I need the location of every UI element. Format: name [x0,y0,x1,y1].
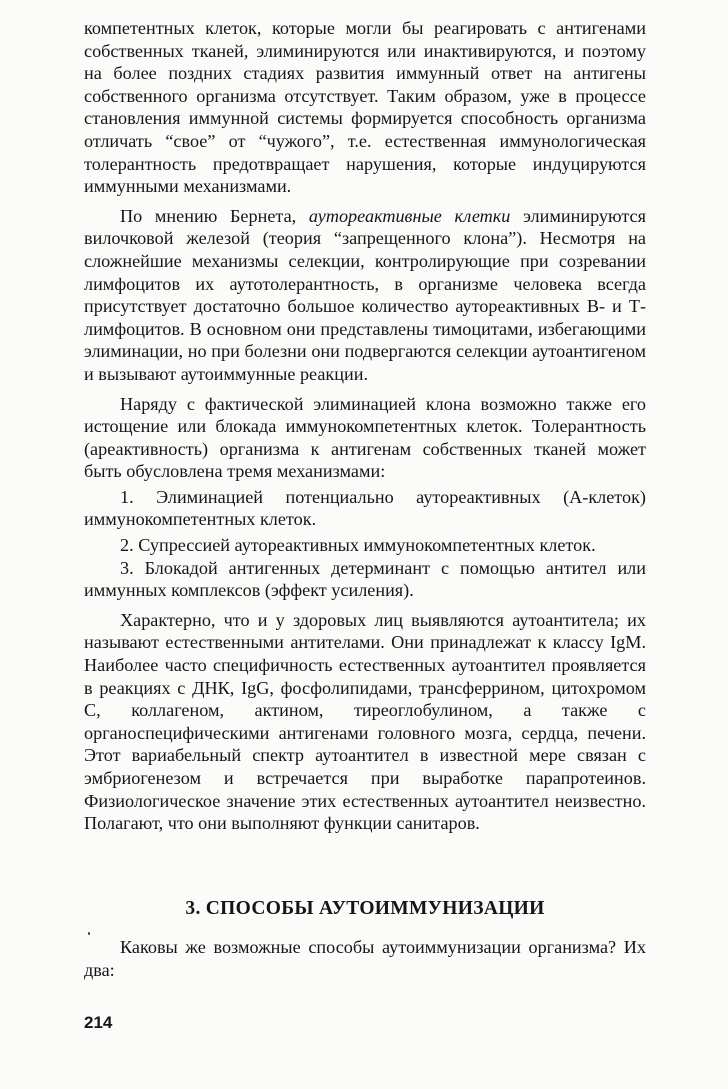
list-item-1: 1. Элиминацией потенциально аутореактивных (А-клеток) иммунокомпетентных клеток. [84,486,646,530]
list-item-2: 2. Супрессией аутореактивных иммунокомпетентных клеток. [120,535,596,556]
tail-text [84,936,646,981]
paragraph-tolerance: Наряду с фактической элиминацией клона возможно также его истощение или блокада иммунокомпетентных клеток. Толерантность (ареактивность) организма к антигенам собственных тканей может быть обусловлена тремя механизмами: [84,393,646,482]
paragraph-question: Каковы же возможные способы аутоиммунизации организма? Их два: [84,937,646,980]
list-item-3: 3. Блокадой антигенных детерминант с помощью антител или иммунных комплексов (эффект усиления). [84,557,646,601]
page-number: 214 [84,1013,113,1032]
section-heading: 3. СПОСОБЫ АУТОИММУНИЗАЦИИ [185,898,545,919]
paragraph-burnet-start: По мнению Бернета, [120,205,309,226]
italic-term: аутореактивные клетки [308,205,511,226]
paragraph-burnet [84,205,646,386]
paragraph-autoantibodies: Характерно, что и у здоровых лиц выявляются аутоантитела; их называют естественными антителами. Они принадлежат к классу IgM. Наиболее часто специфичность естественных аутоантител проявляется в реакциях с ДНК, IgG, фосфолипидами, трансферрином, цитохромом С, коллагеном, актином, тиреоглобулином, а также с органоспецифическими антигенами головного мозга, сердца, печени. Этот вариабельный спектр аутоантител в известной мере связан с эмбриогенезом и встречается при выработке парапротеинов. Физиологическое значение этих естественных аутоантител неизвестно. Полагают, что они выполняют функции санитаров. [84,609,646,834]
body-text [84,17,646,835]
paragraph-continuation: компетентных клеток, которые могли бы реагировать с антигенами собственных тканей, элиминируются или инактивируются, и поэтому на более поздних стадиях развития иммунный ответ на антигены собственного организма отсутствует. Таким образом, уже в процессе становления иммунной системы формируется способность организма отличать “свое” от “чужого”, т.е. естественная иммунологическая толерантность предотвращает нарушения, которые индуцируются иммунными механизмами. [84,18,646,197]
paragraph-burnet-rest: элиминируются вилочковой железой (теория “запрещенного клона”). Несмотря на сложнейшие механизмы селекции, контролирующие при созревании лимфоцитов их аутотолерантность, в организме человека всегда присутствует достаточно большое количество аутореактивных В- и Т-лимфоцитов. В основном они представлены тимоцитами, избегающими элиминации, но при болезни они подвергаются селекции аутоантигеном и вызывают аутоиммунные реакции. [84,205,646,384]
print-speck [88,932,90,935]
